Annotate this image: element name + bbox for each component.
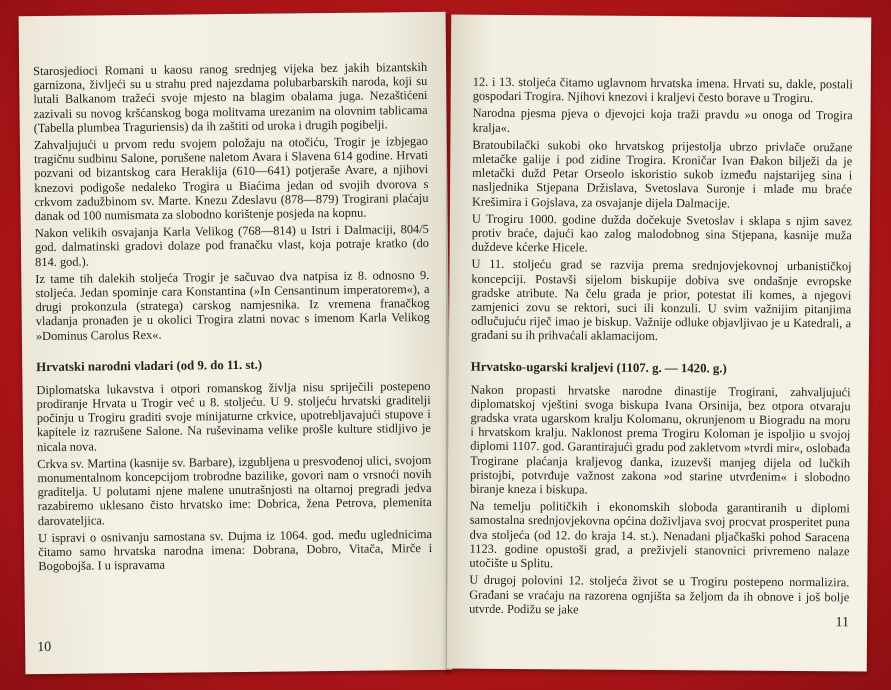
left-page-text xyxy=(33,60,432,577)
left-paragraph: Diplomatska lukavstva i otpori romanskog življa nisu spriječili postepeno prodiranje Hrvata u Trogir već u 8. stoljeću. U 9. stoljeću hrvatski graditelji počinju u Trogiru graditi svoje minijaturne crkvice, upotrebljavajući stupove i kapitele iz razrušene Salone. Na ruševinama velike prošle kulture stidljivo je nicala nova. xyxy=(36,378,431,454)
right-paragraph: Na temelju političkih i ekonomskih sloboda garantiranih u diplomi samostalna srednjovjekovna općina doživljava svoj procvat prosperitet puna dva stoljeća (od 12. do kraja 14. st.). Nenadani pljačkaški pohod Saracena 1123. godine opustoši grad, a preživjeli stanovnici privremeno nalaze utočište u Splitu. xyxy=(469,498,850,571)
right-paragraph: U drugoj polovini 12. stoljeća život se u Trogiru postepeno normalizira. Građani se vraćaju na razorena ognjišta sa željom da ih obnove i još bolje utvrde. Podižu se jake xyxy=(469,572,850,617)
left-paragraph: Crkva sv. Martina (kasnije sv. Barbare), izgubljena u presvođenoj ulici, svojom monumentalnom koncepcijom trobrodne bazilike, govori nam o vrsnoći novih graditelja. U polutami njene malene unutrašnjosti na oltarnoj pregradi jedva razabiremo uklesano čisto hrvatsko ime: Dobrica, žena Petrova, plemenita darovateljica. xyxy=(37,452,432,528)
section-heading-croatian-rulers: Hrvatski narodni vladari (od 9. do 11. st.) xyxy=(36,357,263,374)
left-paragraph: U ispravi o osnivanju samostana sv. Dujma iz 1064. god. među uglednicima čitamo samo hrvatska narodna imena: Dobrana, Dobro, Vitača, Mirče i Bogobojša. I u ispravama xyxy=(37,526,433,574)
left-paragraph: Iz tame tih dalekih stoljeća Trogir je sačuvao dva natpisa iz 8. odnosno 9. stoljeća. Jedan spominje cara Konstantina (»In Censantinum imperatorem«), a drugi prokonzula (stratega) carskog namjesnika. Iz vremena franačkog vladanja pronađen je u okolici Trogira zlatni novac s imenom Karla Velikog »Dominus Carolus Rex«. xyxy=(35,267,430,343)
right-paragraph: Bratoubilački sukobi oko hrvatskog prijestolja ubrzo privlače oružane mletačke galije i pod zidine Trogira. Kroničar Ivan Đakon bilježi da je mletački dužd Petar Orseolo iskoristio sukob između najstarijeg sina i nasljednika Stjepana Držislava, Svetoslava Suronje i mlađe mu braće Krešimira i Gojslava, za osvajanje dijela Dalmacije. xyxy=(471,137,853,211)
left-paragraph: Nakon velikih osvajanja Karla Velikog (768—814) u Istri i Dalmaciji, 804/5 god. dalmatinski gradovi dolaze pod franačku vlast, koja potraje kratko (do 814. god.). xyxy=(34,222,430,269)
right-page xyxy=(447,15,872,672)
page-number-right: 11 xyxy=(835,615,850,631)
page-number-left: 10 xyxy=(37,639,52,656)
right-paragraph: U Trogiru 1000. godine dužda dočekuje Svetoslav i sklapa s njim savez protiv braće, dajući kao zalog malodobnog sina Stjepana, kasnije muža duždeve kćerke Hicele. xyxy=(471,211,852,255)
right-page-text xyxy=(469,75,853,622)
left-page xyxy=(19,12,453,674)
left-paragraph: Zahvaljujući u prvom redu svojem položaju na otočiću, Trogir je izbjegao tragičnu sudbinu Salone, porušene naletom Avara i Slavena 614 godine. Hrvati pozvani od bizantskog cara Heraklija (610—641) potjeraše Avare, a njihovi knezovi podigoše nedaleko Trogira u Biaćima jedan od svojih dvorova s crkvom zadužbinom sv. Marte. Knezu Zdeslavu (878—879) Trogirani plaćaju danak od 100 numismata za slobodno korištenje posjeda na kopnu. xyxy=(33,133,429,224)
right-paragraph: U 11. stoljeću grad se razvija prema srednjovjekovnoj urbanističkoj koncepciji. Postavši sijelom biskupije dobiva sve ondašnje evropske gradske atribute. Na čelu grada je prior, potestat ili komes, a njegovi zamjenici zovu se rektori, suci ili konzuli. U svim važnijim pitanjima odlučujuću riječ imao je biskup. Važnije odluke objavljivao je u Katedrali, a građani su ih prihvaćali aklamacijom. xyxy=(471,257,852,344)
right-paragraph: 12. i 13. stoljeća čitamo uglavnom hrvatska imena. Hrvati su, dakle, postali gospodari Trogira. Njihovi knezovi i kraljevi često borave u Trogiru. xyxy=(472,74,853,106)
section-heading-croatian-hungarian-kings: Hrvatsko-ugarski kraljevi (1107. g. — 1420. g.) xyxy=(470,359,727,376)
right-paragraph: Nakon propasti hrvatske narodne dinastije Trogirani, zahvaljujući diplomatskoj vještini svoga biskupa Ivana Orsinija, bez otpora otvaraju gradska vrata ugarskom kralju Kolomanu, okrunjenom u Biogradu na moru i hrvatskom kralju. Naklonost prema Trogiru Koloman je ispoljio u svojoj diplomi 1107. god. Garantirajući gradu pod zakletvom »tvrdi mir«, oslobađa Trogirane plaćanja kraljevog danka, izuzevši manjeg dijela od lučkih pristojbi, potvrđuje važnost zakona »od starine utvrđenim« i slobodno biranje kneza i biskupa. xyxy=(469,382,851,497)
left-paragraph: Starosjedioci Romani u kaosu ranog srednjeg vijeka bez jakih bizantskih garnizona, življeći su u strahu pred najezdama polubarbarskih naroda, koji su lutali Balkanom tražeći svoje mjesto na blagim obalama juga. Nezaštićeni zazivali su novog kršćanskog boga molitvama urezanim na olovnim tablicama (Tabella plumbea Traguriensis) da ih zaštiti od uroka i drugih pogibelji. xyxy=(33,59,428,135)
right-paragraph: Narodna pjesma pjeva o djevojci koja traži pravdu »u onoga od Trogira kralja«. xyxy=(472,106,853,135)
